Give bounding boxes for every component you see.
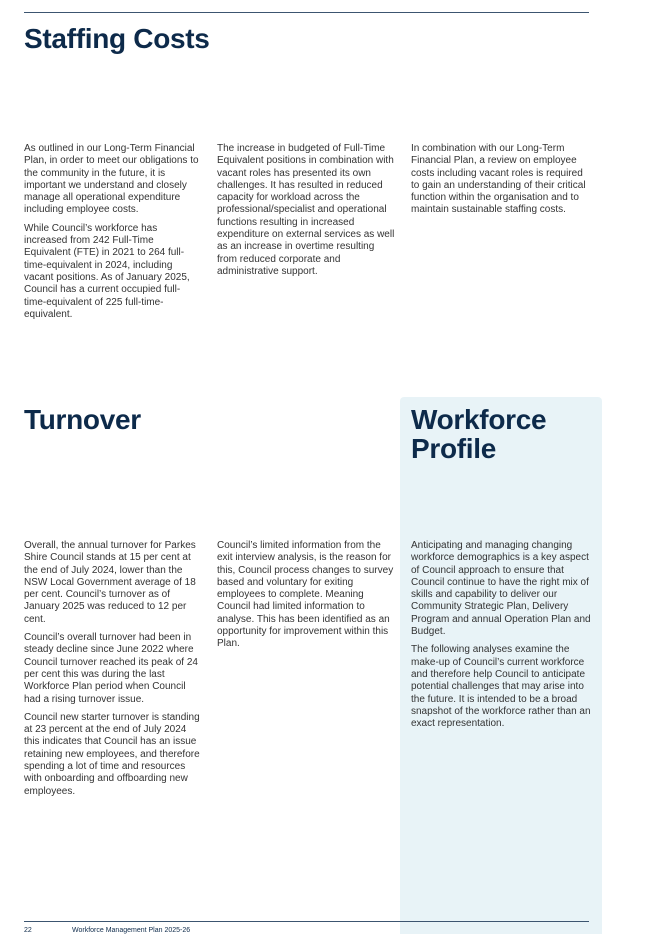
turnover-column-1 — [24, 540, 204, 804]
workforce-profile-heading-line-1: Workforce — [411, 404, 547, 435]
paragraph: As outlined in our Long-Term Financial Plan, in order to meet our obligations to the community in the future, it is important we understand and closely manage all operational expenditure including employee costs. — [24, 143, 199, 216]
turnover-heading: Turnover — [24, 404, 141, 435]
bottom-rule — [24, 921, 589, 922]
workforce-profile-heading-line-2: Profile — [411, 433, 497, 464]
paragraph: In combination with our Long-Term Financial Plan, a review on employee costs including vacant roles is required to gain an understanding of their critical function within the organisation and to maintain sustainable staffing costs. — [411, 143, 586, 216]
paragraph: The following analyses examine the make-up of Council’s current workforce and therefore help Council to anticipate potential challenges that may arise into the future. It is intended to be a broad snapshot of the workforce rather than an exact representation. — [411, 644, 591, 730]
footer-document-title: Workforce Management Plan 2025-26 — [72, 927, 191, 934]
paragraph: The increase in budgeted of Full-Time Equivalent positions in combination with vacant roles has presented its own challenges. It has resulted in reduced capacity for workload across the professional/specialist and operational functions resulting in increased expenditure on external services as well as an increase in overtime resulting from reduced corporate and administrative support. — [217, 143, 395, 277]
turnover-column-2 — [217, 540, 397, 657]
paragraph: Overall, the annual turnover for Parkes Shire Council stands at 15 per cent at the end of July 2024, lower than the NSW Local Government average of 18 per cent. Council’s turnover as of January 2025 was reduced to 12 per cent. — [24, 540, 196, 625]
staffing-costs-column-1 — [24, 143, 202, 327]
workforce-profile-column — [411, 540, 591, 736]
workforce-profile-heading — [411, 405, 546, 463]
staffing-costs-column-2 — [217, 143, 395, 284]
page-number: 22 — [24, 927, 32, 934]
staffing-costs-column-3 — [411, 143, 589, 223]
staffing-costs-heading: Staffing Costs — [24, 23, 210, 54]
top-rule — [24, 12, 589, 13]
paragraph: Anticipating and managing changing workforce demographics is a key aspect of Council approach to ensure that Council continue to have the right mix of skills and capability to deliver our Community Strategic Plan, Delivery Program and annual Operation Plan and Budget. — [411, 540, 591, 638]
paragraph: Council’s limited information from the exit interview analysis, is the reason for this, Council process changes to survey based and voluntary for exiting employees to complete. Meaning Council had limited information to analyse. This has been identified as an opportunity for improvement within this Plan. — [217, 540, 394, 650]
paragraph: Council’s overall turnover had been in steady decline since June 2022 where Council turnover reached its peak of 24 per cent this was during the last Workforce Plan period when Council had a rising turnover issue. — [24, 632, 198, 705]
paragraph: Council new starter turnover is standing at 23 percent at the end of July 2024 this indicates that Council has an issue retaining new employees, and therefore spending a lot of time and resources with onboarding and offboarding new employees. — [24, 711, 200, 797]
paragraph: While Council’s workforce has increased from 242 Full-Time Equivalent (FTE) in 2021 to 264 full-time-equivalent in 2024, including vacant positions. As of January 2025, Council has a current occupied full-time-equivalent of 225 full-time-equivalent. — [24, 222, 190, 320]
